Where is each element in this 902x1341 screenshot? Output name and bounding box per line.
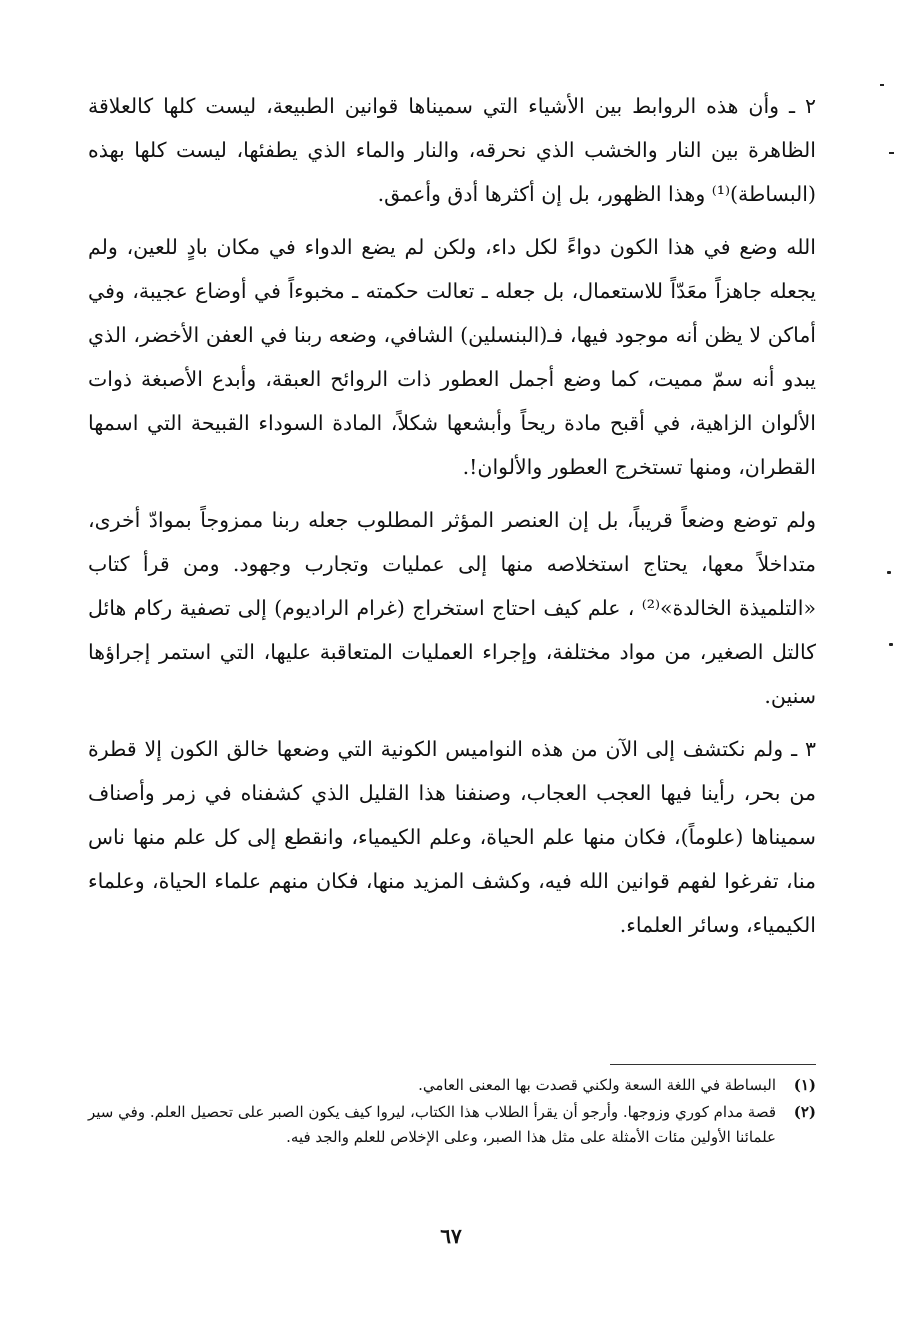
footnote-divider [610,1064,816,1065]
paragraph: ٢ ـ وأن هذه الروابط بين الأشياء التي سميناها قوانين الطبيعة، ليست كلها كالعلاقة الظاهرة بين النار والخشب الذي نحرقه، والنار والماء الذي يطفئها، ليست كلها بهذه (البساطة)⁽¹⁾ وهذا الظهور، بل إن أكثرها أدق وأعمق. [88,94,816,206]
footnote-item [88,1100,816,1150]
scan-mark [887,571,891,574]
scan-mark [880,84,884,86]
footnote-text: البساطة في اللغة السعة ولكني قصدت بها المعنى العامي. [418,1076,776,1094]
footnote-item [88,1073,816,1098]
page-content [88,84,816,1152]
page-number: ٦٧ [440,1224,462,1248]
footnote-number: (١) [793,1076,816,1094]
footnotes [88,1073,816,1150]
paragraph: الله وضع في هذا الكون دواءً لكل داء، ولكن لم يضع الدواء في مكان بادٍ للعين، ولم يجعله جاهزاً معَدّاً للاستعمال، بل جعله ـ تعالت حكمته ـ مخبوءاً في أوضاع عجيبة، وفي أماكن لا يظن أنه موجود فيها، فـ(البنسلين) الشافي، وضعه ربنا في العفن الأخضر، الذي يبدو أنه سمّ مميت، كما وضع أجمل العطور ذات الروائح العبقة، وأبدع الأصبغة ذوات الألوان الزاهية، في أقبح مادة ريحاً وأبشعها شكلاً، المادة السوداء القبيحة التي اسمها القطران، ومنها تستخرج العطور والألوان!. [88,235,816,479]
body-text [88,84,816,1061]
scan-mark [889,643,893,646]
paragraph: ٣ ـ ولم نكتشف إلى الآن من هذه النواميس الكونية التي وضعها خالق الكون إلا قطرة من بحر، رأينا فيها العجب العجاب، وصنفنا هذا القليل الذي كشفناه في زمر وأصناف سميناها (علوماً)، فكان منها علم الحياة، وعلم الكيمياء، وانقطع إلى كل علم منها ناس منا، تفرغوا لفهم قوانين الله فيه، وكشف المزيد منها، فكان منهم علماء الحياة، وعلماء الكيمياء، وسائر العلماء. [88,737,816,937]
footnote-text: قصة مدام كوري وزوجها. وأرجو أن يقرأ الطلاب هذا الكتاب، ليروا كيف يكون الصبر على تحصيل العلم. وفي سير علمائنا الأولين مئات الأمثلة على مثل هذا الصبر، وعلى الإخلاص للعلم والجد فيه. [88,1103,776,1146]
paragraph: ولم توضع وضعاً قريباً، بل إن العنصر المؤثر المطلوب جعله ربنا ممزوجاً بموادّ أخرى، متداخلاً معها، يحتاج استخلاصه منها إلى عمليات وتجارب وجهود. ومن قرأ كتاب «التلميذة الخالدة»⁽²⁾ ، علم كيف احتاج استخراج (غرام الراديوم) إلى تصفية ركام هائل كالتل الصغير، من مواد مختلفة، وإجراء العمليات المتعاقبة عليها، التي استمر إجراؤها سنين. [88,508,816,708]
scan-mark [889,152,894,154]
footnote-number: (٢) [793,1103,816,1121]
